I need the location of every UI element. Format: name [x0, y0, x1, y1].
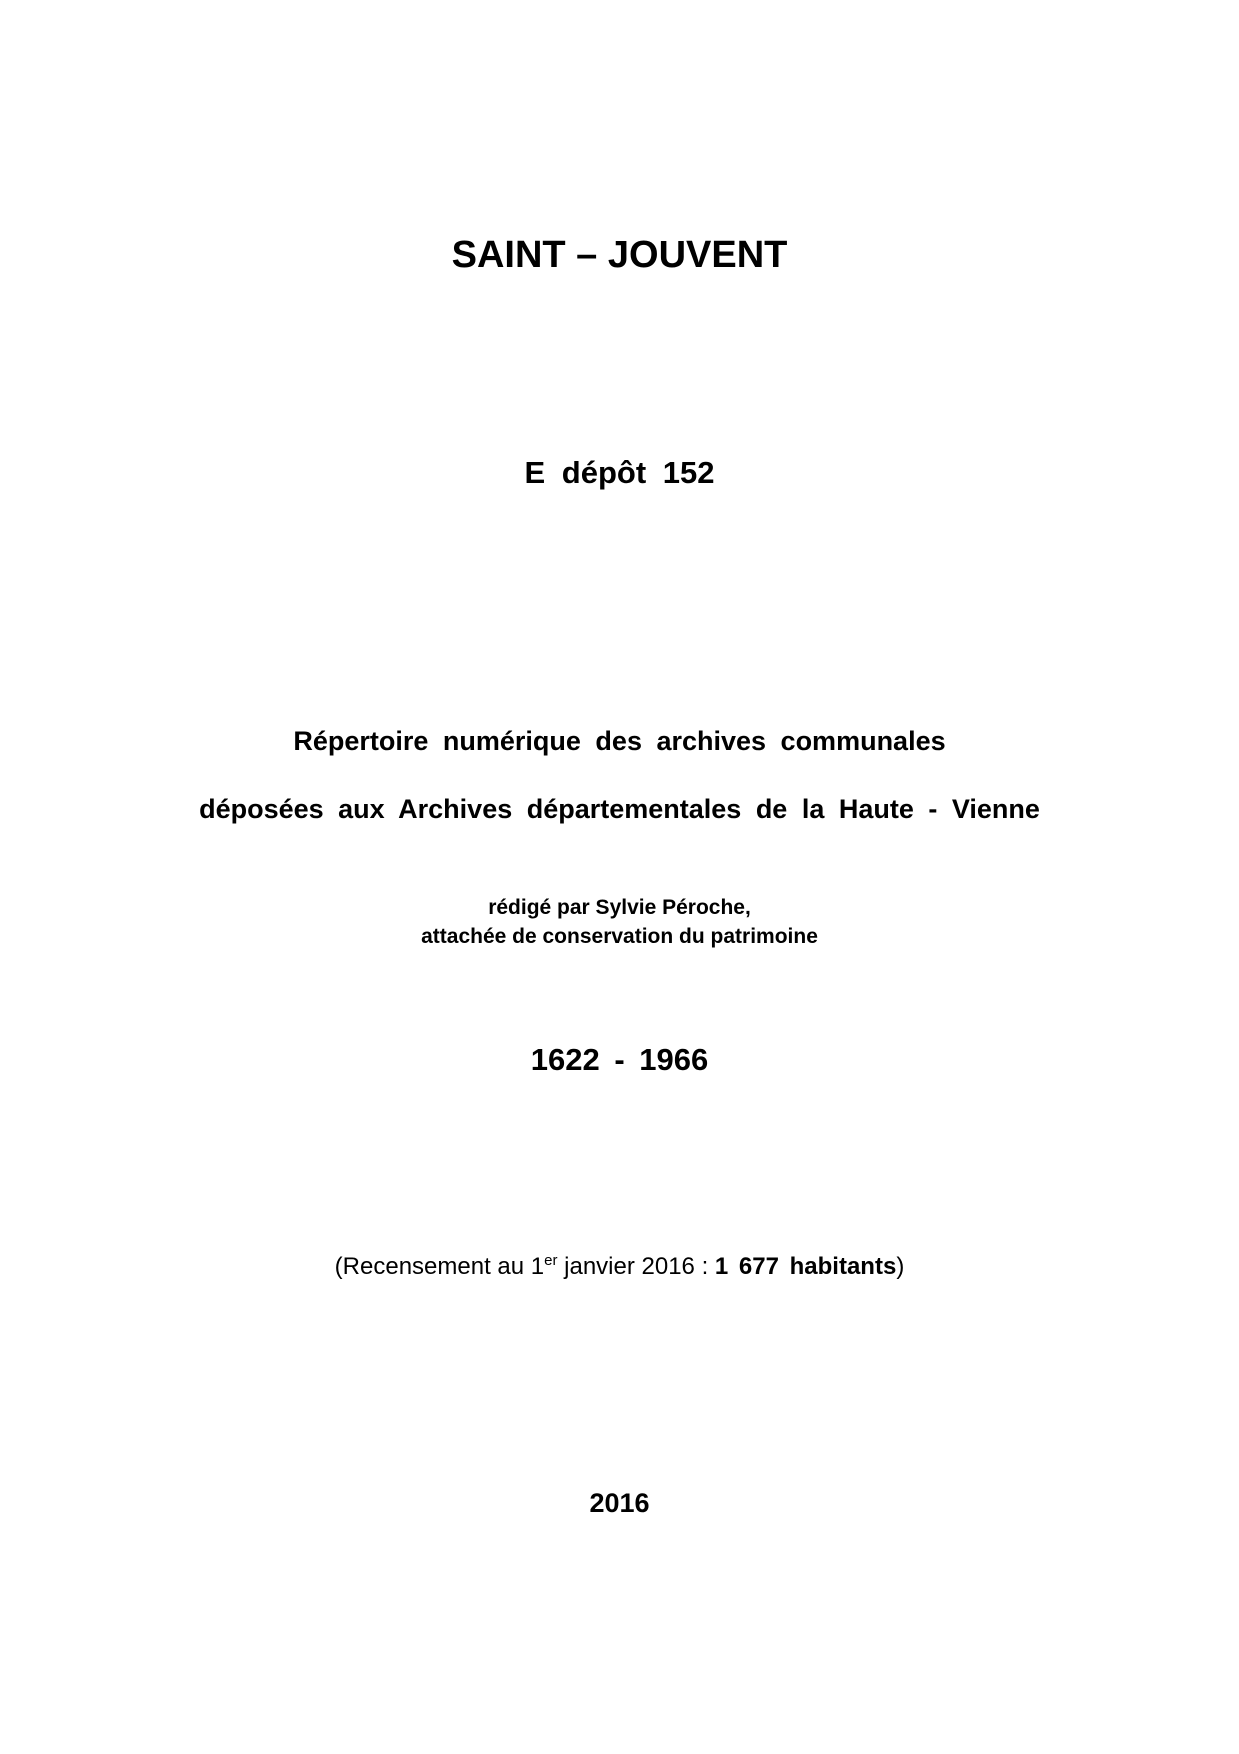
date-range: 1622 - 1966 [530, 1042, 709, 1077]
fonds-reference: E dépôt 152 [524, 455, 715, 490]
census-middle: janvier 2016 : [557, 1253, 715, 1280]
page-title: SAINT – JOUVENT [451, 234, 788, 276]
census-suffix: ) [896, 1253, 905, 1280]
census-prefix: (Recensement au 1 [334, 1253, 545, 1280]
census-population: 1 677 habitants [714, 1253, 897, 1280]
author-line-1: rédigé par Sylvie Péroche, [488, 896, 751, 919]
subtitle-line-1: Répertoire numérique des archives communales [293, 726, 946, 756]
census-superscript: er [544, 1252, 558, 1269]
subtitle-line-2: déposées aux Archives départementales de la Haute - Vienne [199, 794, 1040, 824]
author-line-2: attachée de conservation du patrimoine [421, 925, 818, 948]
census-note [0, 1253, 1239, 1281]
publication-year: 2016 [589, 1488, 650, 1518]
